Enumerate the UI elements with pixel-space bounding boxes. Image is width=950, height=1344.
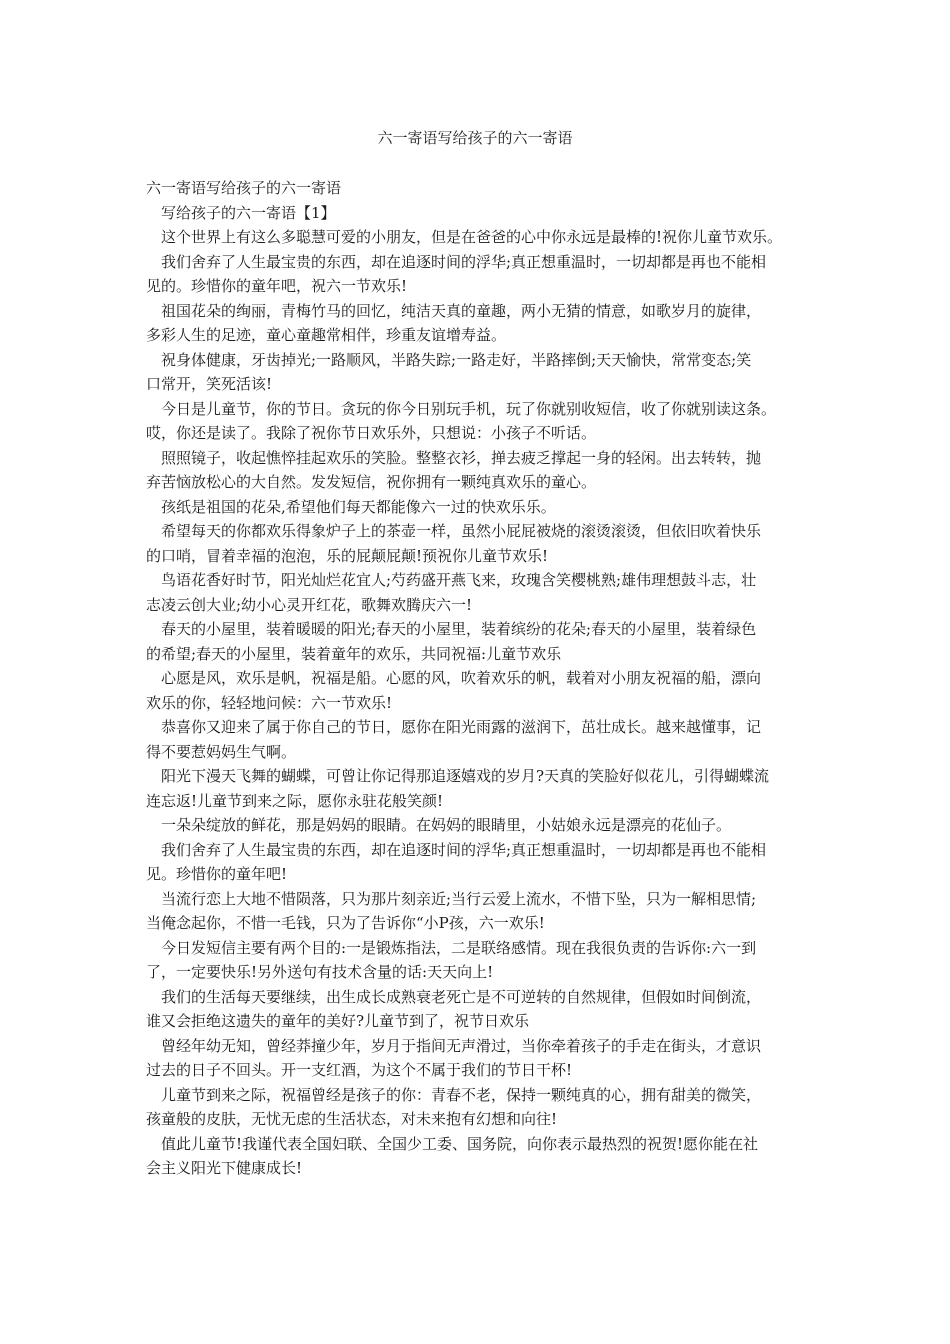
text-line: 的口哨，冒着幸福的泡泡，乐的屁颠屁颠!预祝你儿童节欢乐! xyxy=(146,546,549,565)
text-line: 多彩人生的足迹，童心童趣常相伴，珍重友谊增寿益。 xyxy=(146,326,507,344)
text-line: 鸟语花香好时节，阳光灿烂花宜人;芍药盛开燕飞来，玫瑰含笑樱桃熟;雄伟理想鼓斗志，壮 xyxy=(161,571,757,589)
text-line: 今日是儿童节，你的节日。贪玩的你今日别玩手机，玩了你就别收短信，收了你就别读这条。 xyxy=(161,399,777,418)
text-line: 志凌云创大业;幼小心灵开红花，歌舞欢腾庆六一! xyxy=(146,595,473,614)
text-line: 希望每天的你都欢乐得象炉子上的茶壶一样，虽然小屁屁被烧的滚烫滚烫，但依旧吹着快乐 xyxy=(161,522,762,540)
text-line: 曾经年幼无知，曾经莽撞少年，岁月于指间无声滑过，当你牵着孩子的手走在街头，才意识 xyxy=(161,1036,762,1055)
text-line: 欢乐的你，轻轻地问候：六一节欢乐! xyxy=(146,693,393,712)
text-line: 照照镜子，收起憔悴挂起欢乐的笑脸。整整衣衫，掸去疲乏撑起一身的轻闲。出去转转，抛 xyxy=(161,448,762,467)
text-line: 恭喜你又迎来了属于你自己的节日，愿你在阳光雨露的滋润下，茁壮成长。越来越懂事，记 xyxy=(161,718,762,736)
text-line: 我们的生活每天要继续，出生成长成熟衰老死亡是不可逆转的自然规律，但假如时间倒流， xyxy=(161,987,762,1006)
text-line: 连忘返!儿童节到来之际，愿你永驻花般笑颜! xyxy=(146,791,444,810)
text-line: 六一寄语写给孩子的六一寄语 xyxy=(146,179,342,197)
text-line: 当流行恋上大地不惜陨落，只为那片刻亲近;当行云爱上流水，不惜下坠，只为一解相思情; xyxy=(161,889,757,908)
text-line: 这个世界上有这么多聪慧可爱的小朋友，但是在爸爸的心中你永远是最棒的!祝你儿童节欢乐。 xyxy=(161,228,783,246)
text-line: 春天的小屋里，装着暖暖的阳光;春天的小屋里，装着缤纷的花朵;春天的小屋里，装着绿色 xyxy=(161,620,757,638)
text-line: 孩纸是祖国的花朵,希望他们每天都能像六一过的快欢乐乐。 xyxy=(161,497,556,516)
text-line: 祝身体健康，牙齿掉光;一路顺风，半路失踪;一路走好，半路摔倒;天天愉快，常常变态;笑 xyxy=(161,350,752,369)
text-line: 我们舍弃了人生最宝贵的东西，却在追逐时间的浮华;真正想重温时，一切却都是再也不能相 xyxy=(161,840,767,859)
document-title: 六一寄语写给孩子的六一寄语 xyxy=(377,129,573,147)
text-line: 会主义阳光下健康成长! xyxy=(146,1159,303,1177)
text-line: 阳光下漫天飞舞的蝴蝶，可曾让你记得那追逐嬉戏的岁月?天真的笑脸好似花儿，引得蝴蝶流 xyxy=(161,767,770,785)
text-line: 哎，你还是读了。我除了祝你节日欢乐外，只想说：小孩子不听话。 xyxy=(146,424,597,442)
text-line: 心愿是风，欢乐是帆，祝福是船。心愿的风，吹着欢乐的帆，载着对小朋友祝福的船，漂向 xyxy=(161,669,762,687)
text-line: 我们舍弃了人生最宝贵的东西，却在追逐时间的浮华;真正想重温时，一切却都是再也不能相 xyxy=(161,252,767,271)
text-line: 见。珍惜你的童年吧! xyxy=(146,865,288,883)
text-line: 儿童节到来之际，祝福曾经是孩子的你：青春不老，保持一颗纯真的心，拥有甜美的微笑， xyxy=(161,1085,762,1104)
text-line: 今日发短信主要有两个目的:一是锻炼指法，二是联络感情。现在我很负责的告诉你:六一到 xyxy=(161,938,757,957)
text-line: 的希望;春天的小屋里，装着童年的欢乐，共同祝福:儿童节欢乐 xyxy=(146,644,562,663)
text-line: 得不要惹妈妈生气啊。 xyxy=(146,742,297,761)
text-line: 口常开，笑死活该! xyxy=(146,375,273,393)
text-line: 过去的日子不回头。开一支红酒，为这个不属于我们的节日干杯! xyxy=(146,1061,573,1079)
text-line: 当俺念起你，不惜一毛钱，只为了告诉你“小P孩，六一欢乐! xyxy=(146,914,545,932)
text-line: 弃苦恼放松心的大自然。发发短信，祝你拥有一颗纯真欢乐的童心。 xyxy=(146,473,597,491)
text-line: 一朵朵绽放的鲜花，那是妈妈的眼睛。在妈妈的眼睛里，小姑娘永远是漂亮的花仙子。 xyxy=(161,816,732,834)
text-line: 谁又会拒绝这遗失的童年的美好?儿童节到了，祝节日欢乐 xyxy=(146,1012,530,1030)
text-line: 祖国花朵的绚丽，青梅竹马的回忆，纯洁天真的童趣，两小无猜的情意，如歌岁月的旋律， xyxy=(161,301,762,320)
text-line: 了，一定要快乐!另外送句有技术含量的话:天天向上! xyxy=(146,963,494,981)
text-line: 孩童般的皮肤，无忧无虑的生活状态，对未来抱有幻想和向往! xyxy=(146,1110,558,1128)
text-line: 值此儿童节!我谨代表全国妇联、全国少工委、国务院，向你表示最热烈的祝贺!愿你能在社 xyxy=(161,1134,759,1153)
text-line: 见的。珍惜你的童年吧，祝六一节欢乐! xyxy=(146,277,408,295)
document-body xyxy=(146,176,818,1181)
text-line: 写给孩子的六一寄语【1】 xyxy=(161,203,336,222)
